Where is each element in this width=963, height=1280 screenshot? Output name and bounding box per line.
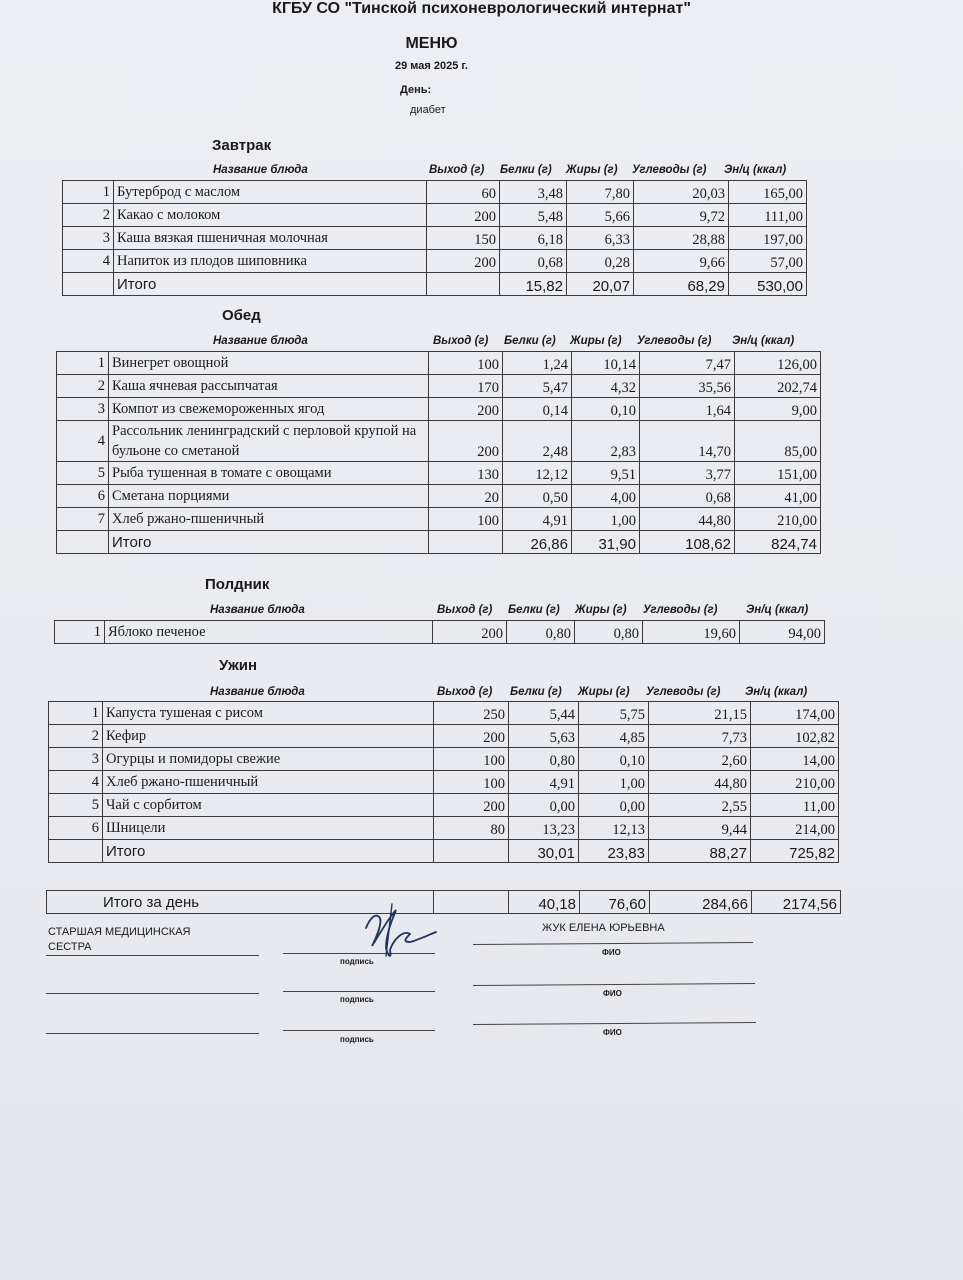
total-row: [63, 273, 807, 296]
name-line-2: [473, 983, 755, 986]
dish-energy: 111,00: [729, 204, 807, 227]
table-row: [63, 227, 807, 250]
row-number: 6: [57, 485, 109, 508]
total-output: [429, 531, 503, 554]
dish-fat: 0,10: [579, 748, 649, 771]
position-line: [46, 955, 259, 956]
lunch-column-headers: [0, 335, 963, 349]
col-header-output: Выход (г): [437, 686, 493, 698]
total-carbs: 108,62: [640, 531, 735, 554]
dish-energy: 11,00: [751, 794, 839, 817]
dish-name: Каша ячневая рассыпчатая: [109, 375, 429, 398]
col-header-carbs: Углеводы (г): [646, 686, 721, 698]
dish-carbs: 20,03: [634, 181, 729, 204]
snack-title: Полдник: [205, 576, 270, 593]
table-row: [57, 375, 821, 398]
dish-carbs: 9,72: [634, 204, 729, 227]
dish-output: 200: [434, 794, 509, 817]
col-header-name: Название блюда: [213, 164, 308, 176]
signature-line-2: [283, 991, 435, 992]
total-fat: 31,90: [572, 531, 640, 554]
dish-name: Сметана порциями: [109, 485, 429, 508]
lunch-table: [56, 351, 821, 554]
dish-fat: 4,32: [572, 375, 640, 398]
dish-energy: 214,00: [751, 817, 839, 840]
snack-column-headers: [0, 604, 963, 618]
table-row: [57, 485, 821, 508]
table-row: [57, 352, 821, 375]
total-energy: 530,00: [729, 273, 807, 296]
breakfast-column-headers: [0, 164, 963, 178]
dish-name: Чай с сорбитом: [103, 794, 434, 817]
dish-output: 100: [434, 748, 509, 771]
total-energy: 725,82: [751, 840, 839, 863]
col-header-energy: Эн/ц (ккал): [745, 686, 808, 698]
row-number: 2: [63, 204, 114, 227]
total-energy: 824,74: [735, 531, 821, 554]
dish-carbs: 7,47: [640, 352, 735, 375]
dish-protein: 5,63: [509, 725, 579, 748]
total-fat: 23,83: [579, 840, 649, 863]
dish-output: 60: [427, 181, 500, 204]
col-header-protein: Белки (г): [500, 164, 552, 176]
dish-energy: 9,00: [735, 398, 821, 421]
total-carbs: 88,27: [649, 840, 751, 863]
dish-protein: 6,18: [500, 227, 567, 250]
dish-carbs: 44,80: [640, 508, 735, 531]
signature-line-3: [283, 1030, 435, 1031]
total-row: [57, 531, 821, 554]
dish-carbs: 9,44: [649, 817, 751, 840]
dish-energy: 210,00: [751, 771, 839, 794]
dish-name: Напиток из плодов шиповника: [114, 250, 427, 273]
dish-output: 130: [429, 462, 503, 485]
dish-carbs: 19,60: [643, 621, 740, 644]
day-total-protein: 40,18: [509, 891, 580, 914]
row-number: 1: [57, 352, 109, 375]
dish-carbs: 2,60: [649, 748, 751, 771]
col-header-protein: Белки (г): [508, 604, 560, 616]
row-number: 4: [49, 771, 103, 794]
dish-carbs: 14,70: [640, 421, 735, 462]
dish-protein: 0,80: [509, 748, 579, 771]
dish-protein: 0,14: [503, 398, 572, 421]
row-number: 1: [55, 621, 105, 644]
day-total-fat: 76,60: [580, 891, 650, 914]
col-header-name: Название блюда: [213, 335, 308, 347]
signature-caption: подпись: [340, 957, 374, 966]
dish-fat: 0,80: [575, 621, 643, 644]
day-total-label: Итого за день: [47, 891, 434, 914]
table-row: [57, 462, 821, 485]
dish-energy: 41,00: [735, 485, 821, 508]
row-number: 7: [57, 508, 109, 531]
dinner-title: Ужин: [219, 657, 258, 674]
dish-fat: 2,83: [572, 421, 640, 462]
table-row: [49, 748, 839, 771]
dish-energy: 151,00: [735, 462, 821, 485]
dish-output: 170: [429, 375, 503, 398]
snack-table: [54, 620, 825, 644]
name-line-3: [473, 1022, 756, 1025]
col-header-energy: Эн/ц (ккал): [724, 164, 787, 176]
dish-protein: 0,00: [509, 794, 579, 817]
table-row: [49, 817, 839, 840]
dish-output: 200: [427, 204, 500, 227]
total-label: Итого: [103, 840, 434, 863]
total-protein: 30,01: [509, 840, 579, 863]
col-header-carbs: Углеводы (г): [643, 604, 718, 616]
row-number: 2: [57, 375, 109, 398]
table-row: [63, 181, 807, 204]
dish-output: 200: [429, 398, 503, 421]
dish-carbs: 35,56: [640, 375, 735, 398]
dish-name: Огурцы и помидоры свежие: [103, 748, 434, 771]
dish-name: Бутерброд с маслом: [114, 181, 427, 204]
dish-fat: 0,10: [572, 398, 640, 421]
position-line-2: [46, 993, 259, 994]
handwritten-signature: [352, 890, 442, 965]
fio-caption: ФИО: [602, 948, 621, 957]
dish-protein: 5,48: [500, 204, 567, 227]
dish-protein: 0,80: [507, 621, 575, 644]
dish-fat: 0,28: [567, 250, 634, 273]
dish-protein: 3,48: [500, 181, 567, 204]
dish-output: 100: [429, 352, 503, 375]
col-header-output: Выход (г): [437, 604, 493, 616]
total-blank: [57, 531, 109, 554]
total-output: [434, 840, 509, 863]
dish-carbs: 0,68: [640, 485, 735, 508]
dish-carbs: 3,77: [640, 462, 735, 485]
table-row: [49, 702, 839, 725]
dish-fat: 0,00: [579, 794, 649, 817]
day-total-row: [47, 891, 841, 914]
signer-name: ЖУК ЕЛЕНА ЮРЬЕВНА: [542, 922, 665, 934]
dish-carbs: 9,66: [634, 250, 729, 273]
organization-name: КГБУ СО "Тинской психоневрологический интернат": [272, 0, 691, 17]
col-header-output: Выход (г): [429, 164, 485, 176]
signature-caption-2: подпись: [340, 995, 374, 1004]
col-header-fat: Жиры (г): [578, 686, 630, 698]
col-header-fat: Жиры (г): [575, 604, 627, 616]
dish-output: 150: [427, 227, 500, 250]
dish-fat: 12,13: [579, 817, 649, 840]
dish-fat: 4,85: [579, 725, 649, 748]
row-number: 5: [57, 462, 109, 485]
col-header-output: Выход (г): [433, 335, 489, 347]
dish-protein: 5,44: [509, 702, 579, 725]
col-header-carbs: Углеводы (г): [637, 335, 712, 347]
dish-output: 200: [429, 421, 503, 462]
position-line-3: [46, 1033, 259, 1034]
page-title: МЕНЮ: [405, 35, 458, 52]
lunch-title: Обед: [222, 307, 261, 324]
table-row: [57, 508, 821, 531]
dish-name: Рыба тушенная в томате с овощами: [109, 462, 429, 485]
col-header-fat: Жиры (г): [566, 164, 618, 176]
dish-energy: 14,00: [751, 748, 839, 771]
table-row: [63, 250, 807, 273]
dish-energy: 210,00: [735, 508, 821, 531]
day-total-table: [46, 890, 841, 914]
dish-protein: 5,47: [503, 375, 572, 398]
table-row: [57, 398, 821, 421]
dish-output: 250: [434, 702, 509, 725]
dish-name: Кефир: [103, 725, 434, 748]
dish-output: 100: [434, 771, 509, 794]
row-number: 3: [57, 398, 109, 421]
dish-protein: 2,48: [503, 421, 572, 462]
dinner-table: [48, 701, 839, 863]
row-number: 3: [49, 748, 103, 771]
dish-fat: 6,33: [567, 227, 634, 250]
col-header-protein: Белки (г): [504, 335, 556, 347]
name-line: [473, 942, 753, 945]
dish-energy: 102,82: [751, 725, 839, 748]
row-number: 1: [63, 181, 114, 204]
dish-fat: 5,75: [579, 702, 649, 725]
total-output: [427, 273, 500, 296]
table-row: [57, 421, 821, 462]
breakfast-title: Завтрак: [212, 137, 272, 154]
dish-fat: 10,14: [572, 352, 640, 375]
dish-energy: 165,00: [729, 181, 807, 204]
dish-protein: 12,12: [503, 462, 572, 485]
dish-output: 200: [433, 621, 507, 644]
dish-protein: 4,91: [509, 771, 579, 794]
dish-carbs: 7,73: [649, 725, 751, 748]
col-header-protein: Белки (г): [510, 686, 562, 698]
dish-carbs: 2,55: [649, 794, 751, 817]
col-header-name: Название блюда: [210, 604, 305, 616]
dish-energy: 174,00: [751, 702, 839, 725]
dish-name: Рассольник ленинградский с перловой крупой на бульоне со сметаной: [109, 421, 429, 462]
dish-energy: 126,00: [735, 352, 821, 375]
col-header-fat: Жиры (г): [570, 335, 622, 347]
total-blank: [63, 273, 114, 296]
col-header-name: Название блюда: [210, 686, 305, 698]
dish-energy: 57,00: [729, 250, 807, 273]
dish-energy: 202,74: [735, 375, 821, 398]
row-number: 4: [63, 250, 114, 273]
total-label: Итого: [114, 273, 427, 296]
dish-name: Яблоко печеное: [105, 621, 433, 644]
dish-name: Винегрет овощной: [109, 352, 429, 375]
dish-fat: 5,66: [567, 204, 634, 227]
dinner-column-headers: [0, 686, 963, 700]
dish-name: Хлеб ржано-пшеничный: [109, 508, 429, 531]
row-number: 2: [49, 725, 103, 748]
row-number: 5: [49, 794, 103, 817]
day-value: диабет: [410, 104, 446, 116]
dish-output: 200: [427, 250, 500, 273]
signature-caption-3: подпись: [340, 1035, 374, 1044]
dish-energy: 197,00: [729, 227, 807, 250]
total-protein: 15,82: [500, 273, 567, 296]
table-row: [49, 771, 839, 794]
dish-carbs: 1,64: [640, 398, 735, 421]
position-label: СТАРШАЯ МЕДИЦИНСКАЯ СЕСТРА: [48, 926, 191, 953]
dish-output: 200: [434, 725, 509, 748]
dish-protein: 0,50: [503, 485, 572, 508]
day-total-output: [434, 891, 509, 914]
dish-energy: 94,00: [740, 621, 825, 644]
dish-fat: 7,80: [567, 181, 634, 204]
dish-output: 80: [434, 817, 509, 840]
dish-fat: 4,00: [572, 485, 640, 508]
dish-name: Какао с молоком: [114, 204, 427, 227]
dish-carbs: 21,15: [649, 702, 751, 725]
dish-name: Шницели: [103, 817, 434, 840]
dish-protein: 0,68: [500, 250, 567, 273]
day-total-carbs: 284,66: [650, 891, 752, 914]
table-row: [49, 725, 839, 748]
col-header-energy: Эн/ц (ккал): [732, 335, 795, 347]
table-row: [63, 204, 807, 227]
row-number: 1: [49, 702, 103, 725]
dish-fat: 1,00: [572, 508, 640, 531]
total-blank: [49, 840, 103, 863]
dish-protein: 4,91: [503, 508, 572, 531]
table-row: [49, 794, 839, 817]
dish-fat: 1,00: [579, 771, 649, 794]
dish-name: Каша вязкая пшеничная молочная: [114, 227, 427, 250]
row-number: 4: [57, 421, 109, 462]
total-fat: 20,07: [567, 273, 634, 296]
row-number: 3: [63, 227, 114, 250]
dish-output: 20: [429, 485, 503, 508]
table-row: [55, 621, 825, 644]
fio-caption-3: ФИО: [603, 1028, 622, 1037]
total-carbs: 68,29: [634, 273, 729, 296]
col-header-energy: Эн/ц (ккал): [746, 604, 809, 616]
dish-name: Капуста тушеная с рисом: [103, 702, 434, 725]
dish-carbs: 44,80: [649, 771, 751, 794]
total-protein: 26,86: [503, 531, 572, 554]
dish-name: Компот из свежемороженных ягод: [109, 398, 429, 421]
col-header-carbs: Углеводы (г): [632, 164, 707, 176]
day-total-energy: 2174,56: [752, 891, 841, 914]
dish-carbs: 28,88: [634, 227, 729, 250]
menu-date: 29 мая 2025 г.: [395, 60, 468, 72]
dish-protein: 1,24: [503, 352, 572, 375]
day-label: День:: [400, 84, 432, 96]
total-label: Итого: [109, 531, 429, 554]
dish-protein: 13,23: [509, 817, 579, 840]
dish-fat: 9,51: [572, 462, 640, 485]
row-number: 6: [49, 817, 103, 840]
dish-name: Хлеб ржано-пшеничный: [103, 771, 434, 794]
total-row: [49, 840, 839, 863]
dish-output: 100: [429, 508, 503, 531]
dish-energy: 85,00: [735, 421, 821, 462]
breakfast-table: [62, 180, 807, 296]
fio-caption-2: ФИО: [603, 989, 622, 998]
